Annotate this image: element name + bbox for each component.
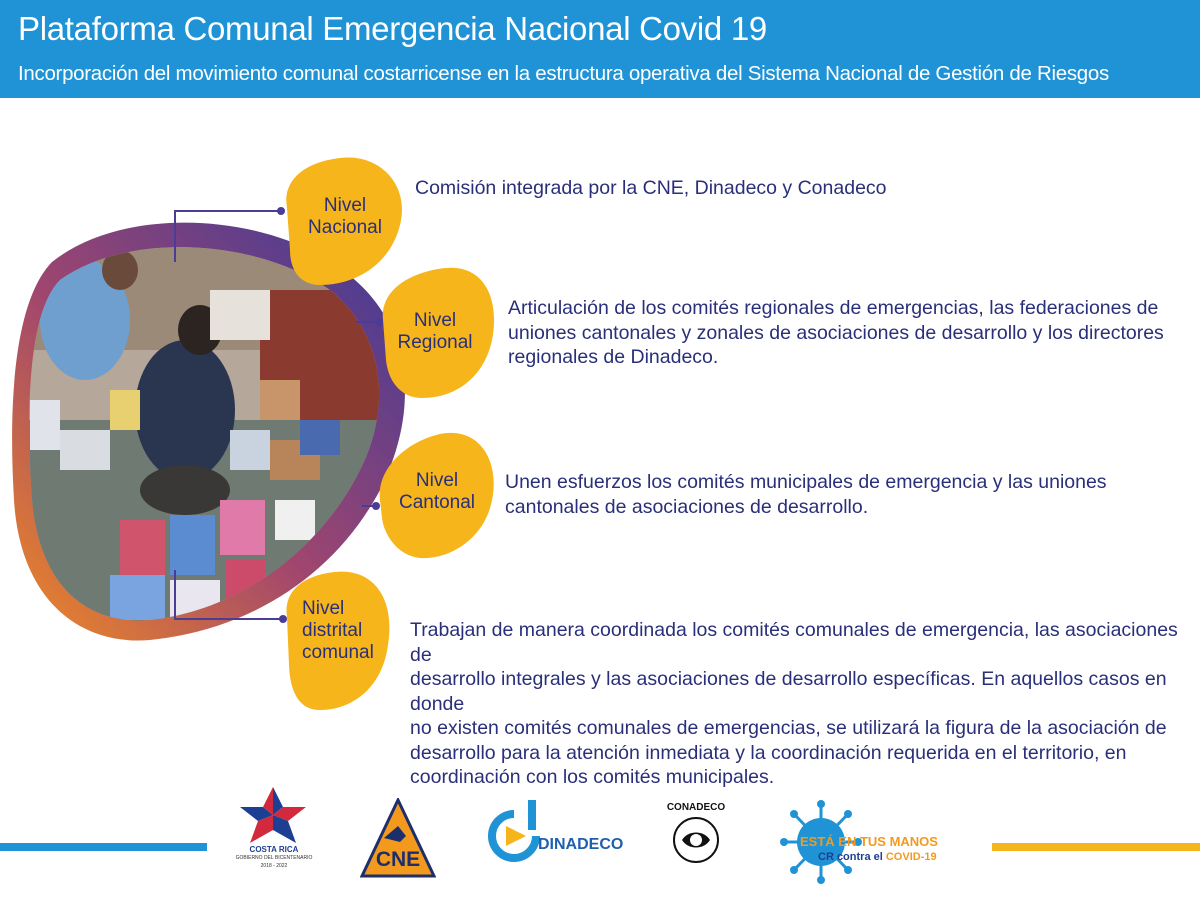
desc-line: regionales de Dinadeco. [508,346,719,368]
level-label-line: Nivel [413,310,457,331]
cne-label: CNE [375,848,421,871]
costa-rica-star-icon [236,785,311,845]
desc-line: Articulación de los comités regionales de emergencias, las federaciones de [508,297,1159,319]
desc-line: coordinación con los comités municipales. [410,766,775,788]
level-label-line: Nivel [302,598,345,619]
desc-line: cantonales de asociaciones de desarrollo. [505,495,869,518]
level-label-cantonal [387,470,487,514]
level-label-line: Nivel [323,195,367,216]
page-subtitle: Incorporación del movimiento comunal costarricense en la estructura operativa del Sistema Nacional de Gestión de Riesgos [18,62,1109,85]
covid-subslogan [818,851,937,863]
caption-line: 2018 - 2022 [260,863,288,869]
desc-line: uniones cantonales y zonales de asociaciones de desarrollo y los directores [508,321,1164,344]
desc-line: no existen comités comunales de emergencias, se utilizará la figura de la asociación de [410,717,1167,739]
level-label-line: distrital [302,620,363,641]
level-label-regional [385,310,485,354]
desc-line: Trabajan de manera coordinada los comités comunales de emergencia, las asociaciones de [410,619,1178,666]
level-label-line: comunal [302,642,374,663]
desc-line: Comisión integrada por la CNE, Dinadeco y Conadeco [415,177,887,199]
covid-subslogan-b: COVID-19 [885,851,937,863]
covid-slogan: ESTÁ EN TUS MANOS [800,834,938,849]
conadeco-label: CONADECO [666,802,726,813]
dot-cantonal [372,502,380,510]
level-label-line: Cantonal [398,492,476,513]
desc-line: desarrollo integrales y las asociaciones de desarrollo específicas. En aquellos casos en donde [410,668,1167,715]
level-desc-cantonal [505,470,1107,519]
level-desc-distrital [410,618,1200,790]
level-label-nacional [295,195,395,239]
dinadeco-label: DINADECO [538,836,624,853]
level-label-distrital [282,598,402,664]
page-title: Plataforma Comunal Emergencia Nacional Covid 19 [18,10,767,47]
desc-line: desarrollo para la atención inmediata y la coordinación requerida en el territorio, en [410,741,1127,764]
dot-regional [376,318,384,326]
desc-line: Unen esfuerzos los comités municipales de emergencia y las uniones [505,471,1107,493]
level-label-line: Regional [397,332,473,353]
dot-nacional [277,207,285,215]
level-desc-nacional [415,176,887,201]
covid-subslogan-a: CR contra el [818,851,886,863]
level-desc-regional [508,296,1164,370]
caption-line: GOBIERNO DEL BICENTENARIO [235,855,313,861]
footer-bar-left [0,843,207,851]
footer-bar-right [992,843,1200,851]
caption-line: COSTA RICA [249,845,299,854]
level-label-line: Nivel [415,470,459,491]
costa-rica-caption [232,846,316,870]
dinadeco-logo-icon [488,800,540,864]
level-label-line: Nacional [308,217,382,238]
